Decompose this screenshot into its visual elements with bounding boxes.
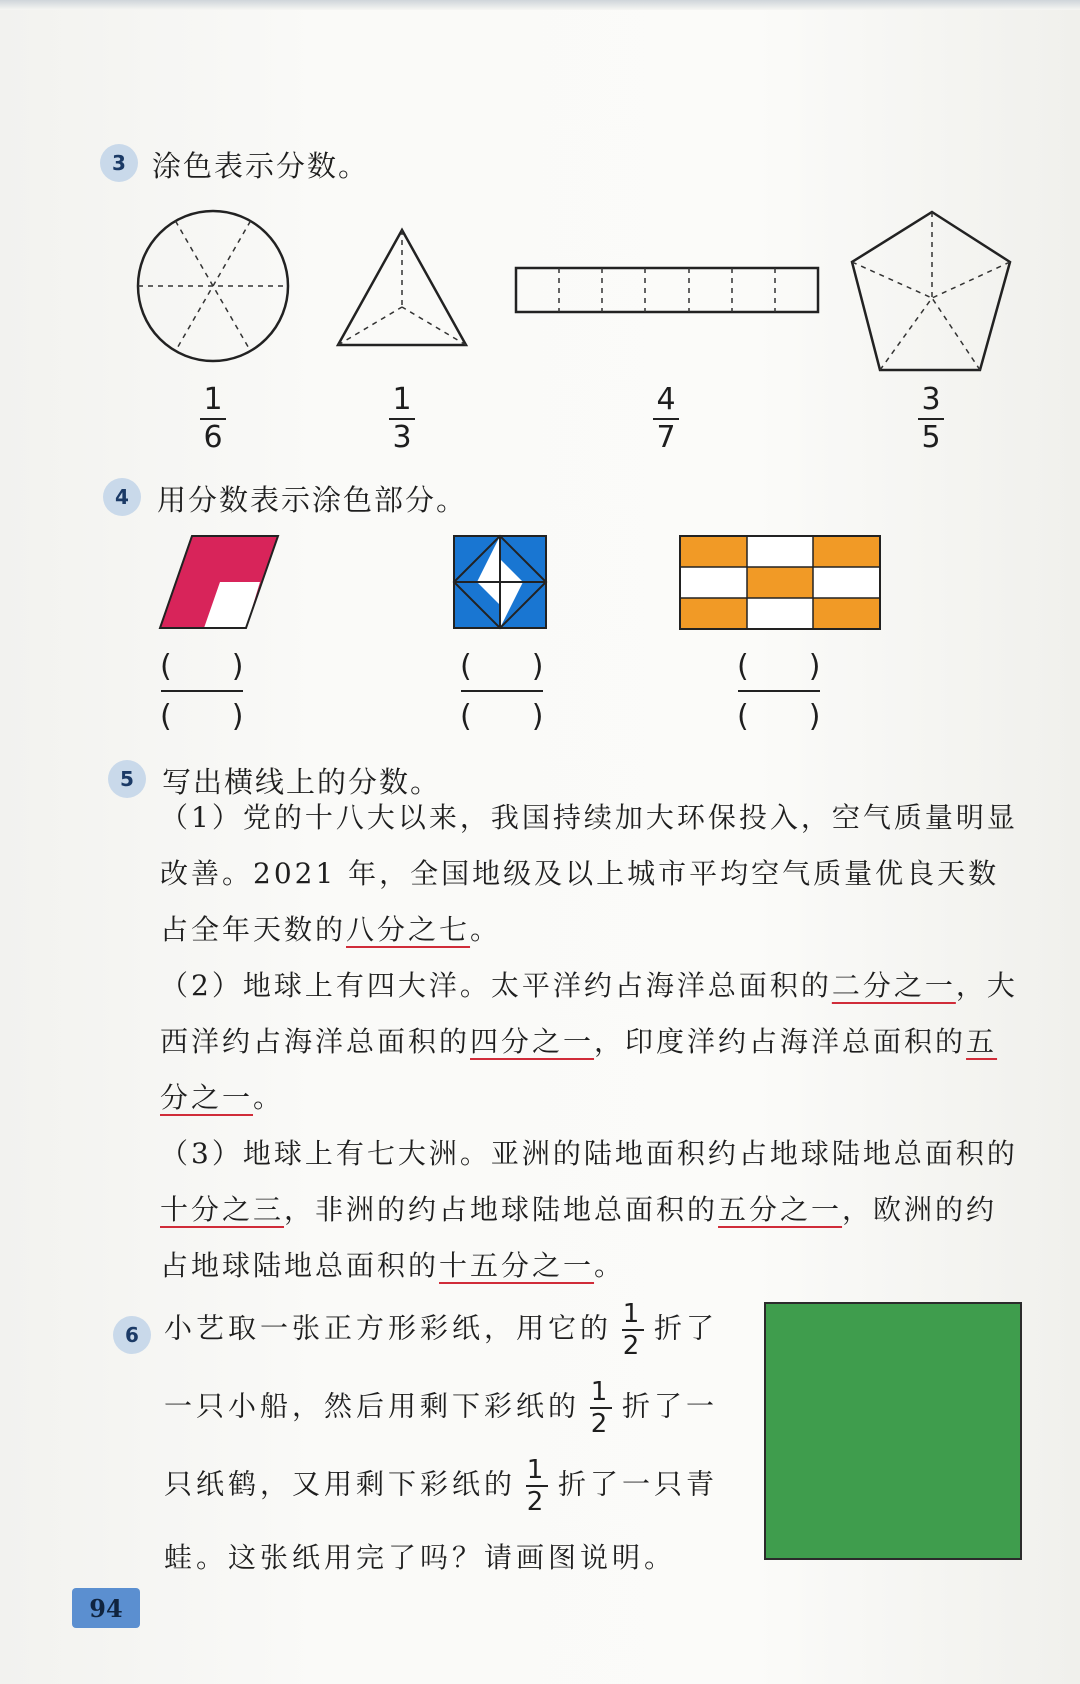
pentagon-shape[interactable]: [852, 212, 1010, 370]
question-4-title: 用分数表示涂色部分。: [157, 483, 468, 517]
fraction-three-fifths: 3 5: [918, 384, 944, 454]
underlined-fraction: 五分之一: [160, 1025, 998, 1114]
page-number: 94: [72, 1588, 140, 1628]
question-5-badge: 5: [108, 760, 146, 798]
q3-shapes: [0, 200, 1080, 380]
q6-line-4: 蛙。这张纸用完了吗？请画图说明。: [164, 1541, 677, 1574]
square-shape: [454, 536, 546, 628]
fraction-one-half: $\frac{1}{2}$: [526, 1455, 548, 1517]
underlined-fraction: 二分之一: [831, 969, 956, 1002]
q5-paragraph-2: （2）地球上有四大洋。太平洋约占海洋总面积的二分之一，大西洋约占海洋总面积的四分之一，印度洋约占海洋总面积的五分之一。: [160, 969, 1018, 1114]
fraction-four-sevenths: 4 7: [653, 384, 679, 454]
question-6-badge: 6: [113, 1316, 151, 1354]
answer-blank-parallelogram[interactable]: ( ) ( ): [160, 649, 244, 734]
strip-shape[interactable]: [516, 268, 818, 312]
question-3-badge: 3: [100, 144, 138, 182]
question-5-title: 写出横线上的分数。: [162, 765, 442, 799]
question-3-title: 涂色表示分数。: [152, 149, 370, 183]
fraction-one-half: $\frac{1}{2}$: [590, 1377, 612, 1439]
fraction-one-sixth: 1 6: [200, 384, 226, 454]
rectangle-shape: [680, 536, 880, 629]
q6-line-1: 小艺取一张正方形彩纸，用它的 $\frac{1}{2}$ 折了: [164, 1299, 719, 1361]
question-4-badge: 4: [103, 478, 141, 516]
underlined-fraction: 十分之三: [160, 1193, 285, 1226]
answer-blank-rectangle[interactable]: ( ) ( ): [737, 649, 821, 734]
parallelogram-shape: [160, 536, 278, 628]
underlined-fraction: 十五分之一: [439, 1249, 595, 1282]
q5-paragraph-3: （3）地球上有七大洲。亚洲的陆地面积约占地球陆地总面积的十分之三，非洲的约占地球陆地总面积的五分之一，欧洲的约占地球陆地总面积的十五分之一。: [160, 1137, 1018, 1282]
fraction-one-half: $\frac{1}{2}$: [622, 1299, 644, 1361]
q6-line-3: 只纸鹤，又用剩下彩纸的 $\frac{1}{2}$ 折了一只青: [164, 1455, 719, 1517]
top-edge: [0, 0, 1080, 10]
underlined-fraction: 八分之七: [346, 913, 471, 946]
green-square-paper[interactable]: [764, 1302, 1022, 1560]
circle-shape[interactable]: [138, 211, 288, 361]
q5-paragraph-1: （1）党的十八大以来，我国持续加大环保投入，空气质量明显改善。2021 年，全国地级及以上城市平均空气质量优良天数占全年天数的八分之七。: [160, 801, 1018, 946]
underlined-fraction: 五分之一: [718, 1193, 843, 1226]
q6-line-2: 一只小船，然后用剩下彩纸的 $\frac{1}{2}$ 折了一: [164, 1377, 719, 1439]
q4-shapes: [0, 530, 1080, 640]
answer-blank-square[interactable]: ( ) ( ): [460, 649, 544, 734]
underlined-fraction: 四分之一: [470, 1025, 595, 1058]
triangle-shape[interactable]: [338, 230, 466, 345]
fraction-one-third: 1 3: [389, 384, 415, 454]
